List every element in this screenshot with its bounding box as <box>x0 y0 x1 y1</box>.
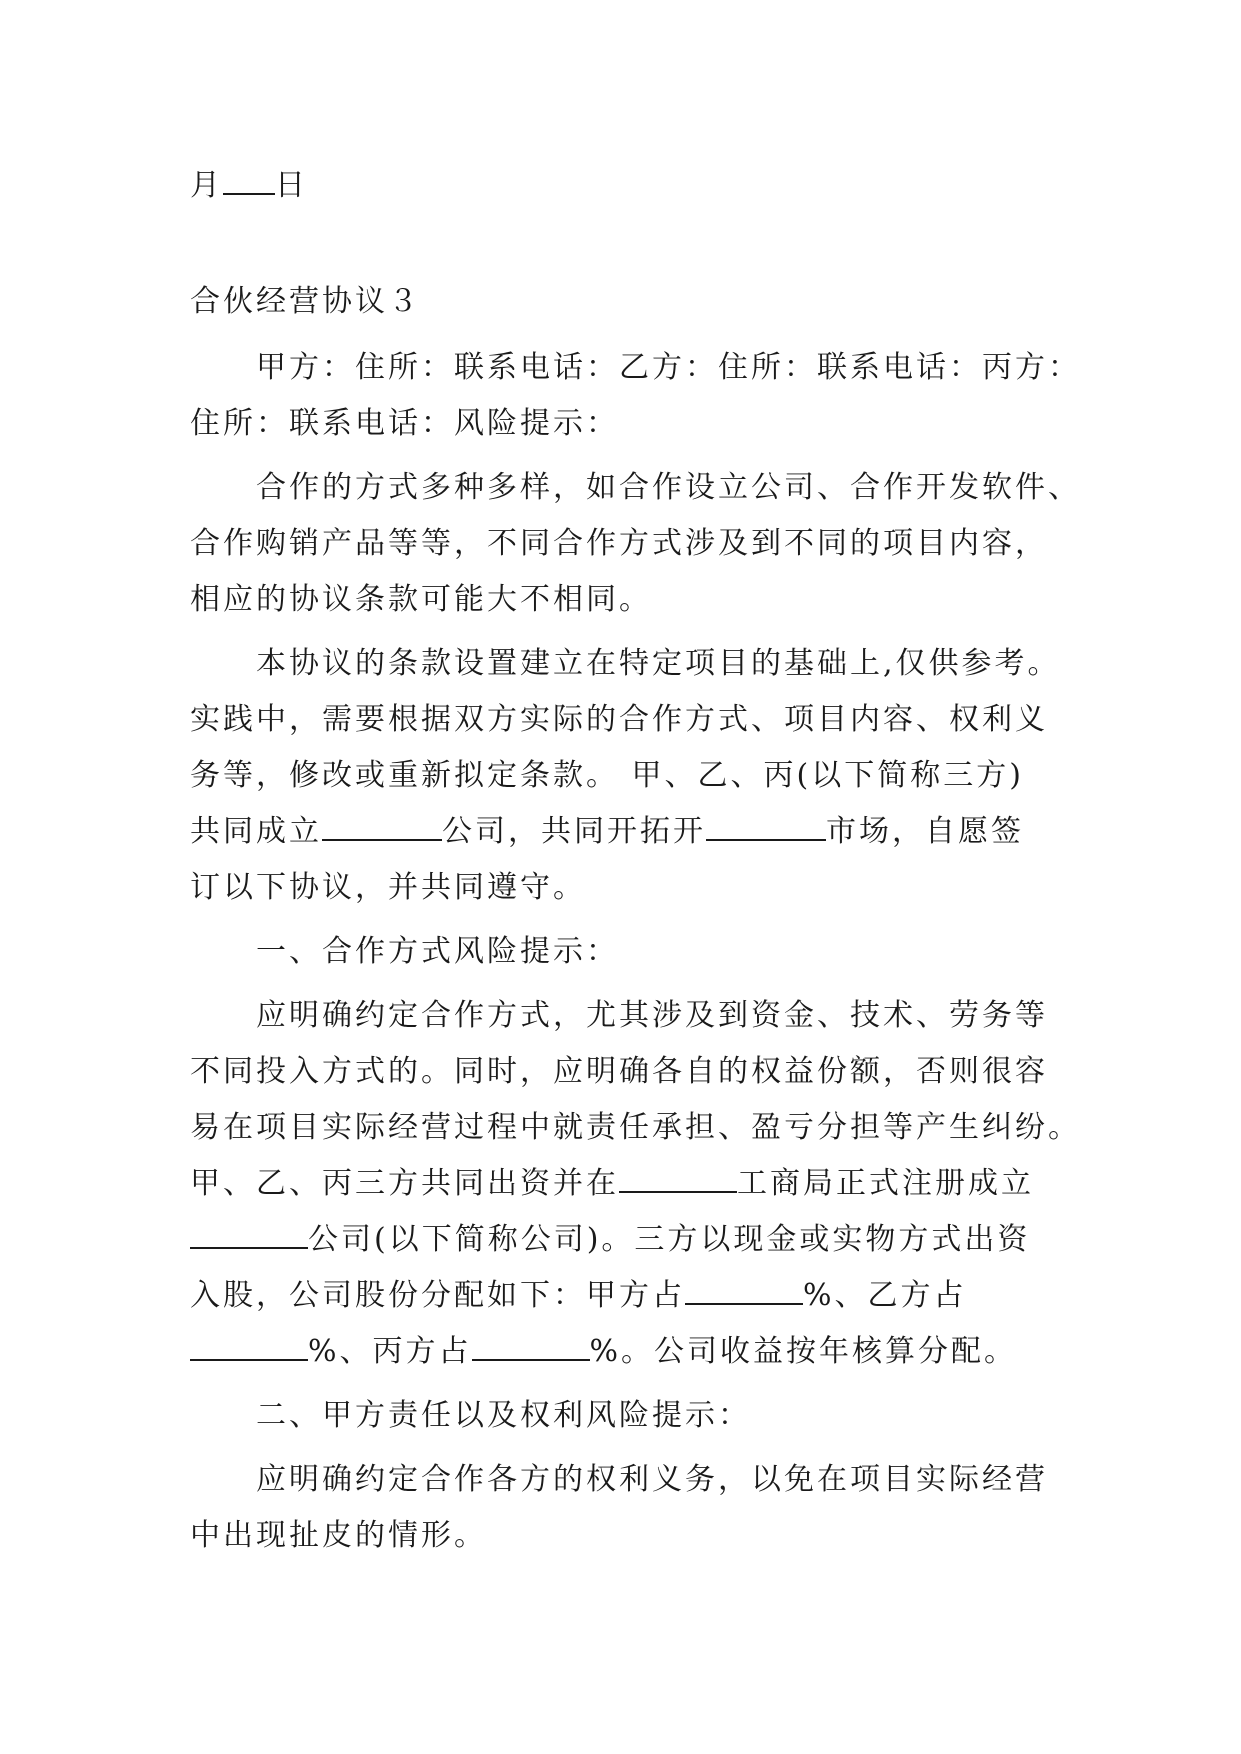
basis-line-4 <box>190 804 1052 860</box>
basis-paragraph <box>190 636 1061 916</box>
section2-line-2: 中出现扯皮的情形。 <box>190 1518 487 1553</box>
basis-line-4-part-b: 公司，共同开拓开 <box>442 814 706 849</box>
section1-line-4 <box>190 1156 1052 1212</box>
day-blank <box>223 166 275 195</box>
market-name-blank <box>706 812 826 841</box>
section1-line-4-part-b: 工商局正式注册成立 <box>737 1166 1034 1201</box>
section1-line-6-part-a: 入股，公司股份分配如下：甲方占 <box>190 1278 685 1313</box>
section1-line-6-part-b: %、乙方占 <box>803 1278 967 1313</box>
section1-line-3: 易在项目实际经营过程中就责任承担、盈亏分担等产生纠纷。 <box>190 1110 1081 1145</box>
parties-line-1: 甲方：住所：联系电话：乙方：住所：联系电话：丙方： <box>256 350 1081 385</box>
basis-line-4-part-a: 共同成立 <box>190 814 322 849</box>
basis-line-3: 务等，修改或重新拟定条款。 甲、乙、丙(以下简称三方) <box>190 758 1024 793</box>
intro-line-3: 相应的协议条款可能大不相同。 <box>190 582 652 617</box>
agreement-title: 合伙经营协议３ <box>190 284 421 319</box>
section1-line-2: 不同投入方式的。同时，应明确各自的权益份额，否则很容 <box>190 1054 1048 1089</box>
section1-heading: 一、合作方式风险提示： <box>256 934 619 969</box>
section1-line-4-part-a: 甲、乙、丙三方共同出资并在 <box>190 1166 619 1201</box>
party-c-share-blank <box>472 1332 590 1361</box>
basis-line-4-part-c: 市场，自愿签 <box>826 814 1024 849</box>
document-page <box>190 158 1081 1572</box>
party-a-share-blank <box>685 1276 803 1305</box>
section1-paragraph <box>190 988 1081 1380</box>
party-b-share-blank <box>190 1332 308 1361</box>
section2-line-1: 应明确约定合作各方的权利义务，以免在项目实际经营 <box>256 1462 1048 1497</box>
section1-line-7 <box>190 1324 1052 1380</box>
parties-paragraph <box>190 340 1081 452</box>
section1-line-5 <box>190 1212 1052 1268</box>
section2-paragraph <box>190 1452 1052 1564</box>
intro-paragraph <box>190 460 1081 628</box>
section1-line-1: 应明确约定合作方式，尤其涉及到资金、技术、劳务等 <box>256 998 1048 1033</box>
registered-company-blank <box>190 1220 308 1249</box>
parties-line-2: 住所：联系电话：风险提示： <box>190 406 619 441</box>
section1-line-6 <box>190 1268 1052 1324</box>
day-label: 日 <box>275 168 308 203</box>
bureau-location-blank <box>619 1164 737 1193</box>
company-name-blank <box>322 812 442 841</box>
month-label: 月 <box>190 168 223 203</box>
basis-line-1: 本协议的条款设置建立在特定项目的基础上,仅供参考。 <box>256 646 1061 681</box>
basis-line-2: 实践中，需要根据双方实际的合作方式、项目内容、权利义 <box>190 702 1048 737</box>
basis-line-5: 订以下协议，并共同遵守。 <box>190 870 586 905</box>
section1-line-7-part-b: %、丙方占 <box>308 1334 472 1369</box>
section1-line-7-part-c: %。公司收益按年核算分配。 <box>589 1334 1018 1369</box>
date-fragment <box>190 158 1052 214</box>
intro-line-1: 合作的方式多种多样，如合作设立公司、合作开发软件、 <box>256 470 1081 505</box>
intro-line-2: 合作购销产品等等，不同合作方式涉及到不同的项目内容， <box>190 526 1048 561</box>
section2-heading: 二、甲方责任以及权利风险提示： <box>256 1398 751 1433</box>
section1-line-5-part-b: 公司(以下简称公司)。三方以现金或实物方式出资 <box>308 1222 1031 1257</box>
